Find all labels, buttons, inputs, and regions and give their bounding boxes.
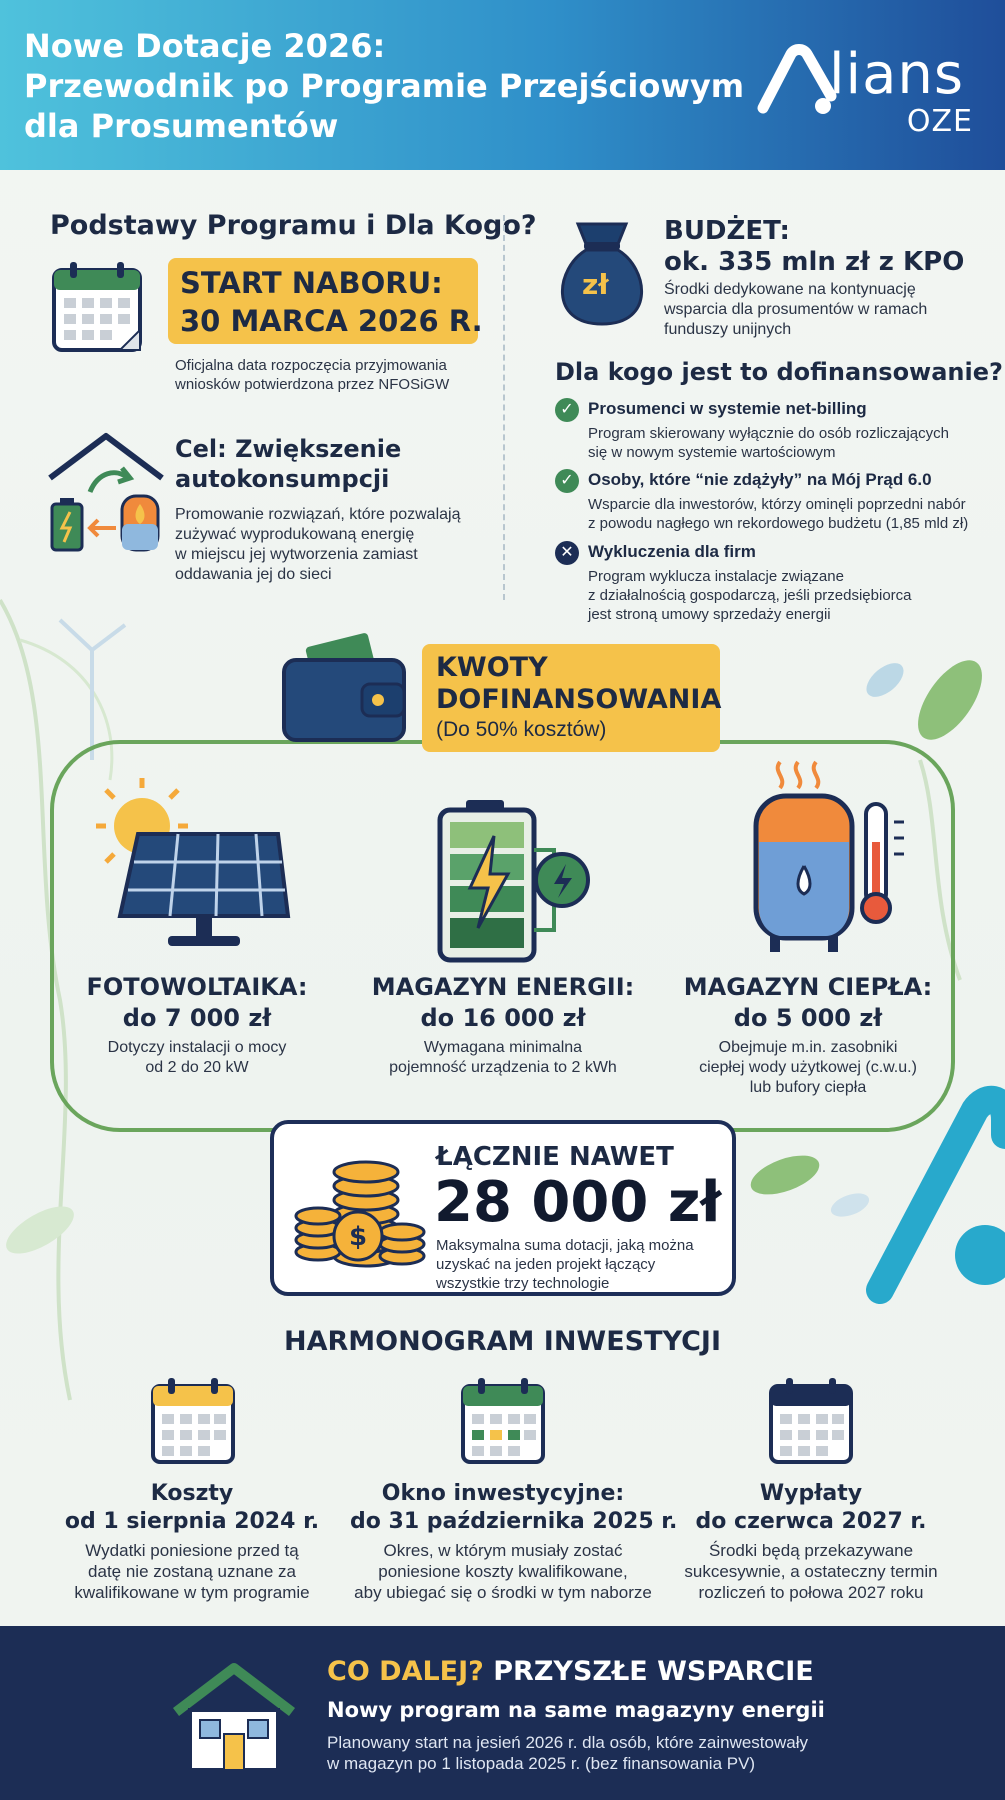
logo-sub: OZE xyxy=(906,104,973,139)
goal-desc-line-2: zużywać wyprodukowaną energię xyxy=(175,526,415,543)
goal-title xyxy=(175,434,401,494)
pv-desc xyxy=(62,1038,332,1078)
budget-desc-line-1: Środki dedykowane na kontynuację xyxy=(664,281,916,298)
battery-amount: do 16 000 zł xyxy=(420,1004,586,1032)
heat-title-line-1: MAGAZYN CIEPŁA: xyxy=(683,973,933,1001)
budget-desc-line-2: wsparcia dla prosumentów w ramach xyxy=(664,301,928,318)
amounts-title-line-2: DOFINANSOWANIA xyxy=(436,684,722,715)
battery-icon xyxy=(436,800,606,970)
start-label: START NABORU: xyxy=(180,266,443,300)
schedule-1-desc xyxy=(52,1540,332,1603)
who-item-1-title: Prosumenci w systemie net-billing xyxy=(588,399,867,418)
goal-desc-line-1: Promowanie rozwiązań, które pozwalają xyxy=(175,506,461,523)
schedule-3-title-line-1: Wypłaty xyxy=(759,1481,863,1506)
budget-title xyxy=(664,216,964,278)
calendar-icon xyxy=(768,1378,854,1464)
pv-desc-line-2: od 2 do 20 kW xyxy=(145,1059,249,1076)
total-value: 28 000 zł xyxy=(434,1170,722,1235)
schedule-2-desc-line-2: poniesione koszty kwalifikowane, xyxy=(378,1562,628,1581)
logo-word: lians xyxy=(829,42,965,107)
title-line-2: Przewodnik po Programie Przejściowym xyxy=(24,67,745,105)
footer-title xyxy=(327,1656,814,1687)
schedule-title: HARMONOGRAM INWESTYCJI xyxy=(284,1326,721,1357)
schedule-2-title-line-1: Okno inwestycyjne: xyxy=(381,1481,625,1506)
budget-title-line-1: BUDŻET: xyxy=(664,216,790,246)
page-title xyxy=(24,26,744,146)
heat-amount: do 5 000 zł xyxy=(733,1004,883,1032)
schedule-2-date: do 31 października 2025 r. xyxy=(350,1509,678,1534)
schedule-1-desc-line-2: datę nie zostaną uznane za xyxy=(88,1562,296,1581)
total-label: ŁĄCZNIE NAWET xyxy=(436,1142,674,1172)
calendar-icon xyxy=(460,1378,546,1464)
who-item-2-desc xyxy=(588,495,968,533)
schedule-3-desc-line-3: rozliczeń to połowa 2027 roku xyxy=(698,1583,924,1602)
battery-title-line-1: MAGAZYN ENERGII: xyxy=(371,973,635,1001)
footer-desc-line-2: w magazyn po 1 listopada 2025 r. (bez finansowania PV) xyxy=(327,1754,756,1773)
start-desc xyxy=(175,356,449,394)
svg-text:$: $ xyxy=(348,1222,368,1252)
title-line-3: dla Prosumentów xyxy=(24,107,339,145)
who-item-3-desc-line-2: z działalnością gospodarczą, jeśli przedsiębiorca xyxy=(588,587,912,604)
coins-icon xyxy=(296,1146,426,1276)
who-item-1-desc-line-1: Program skierowany wyłącznie do osób rozliczających xyxy=(588,425,949,442)
schedule-3-title xyxy=(676,1480,946,1536)
start-date: 30 MARCA 2026 R. xyxy=(180,304,483,338)
heat-desc-line-1: Obejmuje m.in. zasobniki xyxy=(718,1039,898,1056)
schedule-2-desc xyxy=(350,1540,656,1603)
schedule-1-title xyxy=(52,1480,332,1536)
goal-desc-line-3: w miejscu jej wytworzenia zamiast xyxy=(175,546,418,563)
who-item-3-desc-line-3: jest stroną umowy sprzedaży energii xyxy=(588,606,831,623)
goal-title-line-1: Cel: Zwiększenie xyxy=(175,435,402,463)
schedule-2-desc-line-1: Okres, w którym musiały zostać xyxy=(383,1541,623,1560)
who-item-2-title: Osoby, które “nie zdążyły” na Mój Prąd 6.0 xyxy=(588,470,932,489)
goal-title-line-2: autokonsumpcji xyxy=(175,465,390,493)
footer-title-accent: CO DALEJ? xyxy=(327,1656,484,1687)
schedule-3-desc xyxy=(676,1540,946,1603)
battery-title xyxy=(366,972,640,1034)
schedule-3-desc-line-1: Środki będą przekazywane xyxy=(708,1541,914,1560)
who-item-3-desc-line-1: Program wyklucza instalacje związane xyxy=(588,568,844,585)
calendar-icon xyxy=(150,1378,236,1464)
schedule-2-desc-line-3: aby ubiegać się o środki w tym naborze xyxy=(354,1583,652,1602)
amounts-title-line-1: KWOTY xyxy=(436,652,548,683)
schedule-1-title-line-1: Koszty xyxy=(150,1481,234,1506)
schedule-1-date: od 1 sierpnia 2024 r. xyxy=(64,1509,320,1534)
start-desc-line-2: wniosków potwierdzona przez NFOSiGW xyxy=(175,376,450,393)
wallet-icon xyxy=(278,636,408,746)
basics-title: Podstawy Programu i Dla Kogo? xyxy=(50,210,537,241)
who-item-1-desc-line-2: się w nowym systemie wartościowym xyxy=(588,444,836,461)
heat-storage-icon xyxy=(750,758,920,958)
house-icon xyxy=(172,1662,296,1774)
total-desc xyxy=(436,1236,694,1293)
battery-desc-line-2: pojemność urządzenia to 2 kWh xyxy=(389,1059,617,1076)
who-item-2-desc-line-1: Wsparcie dla inwestorów, którzy ominęli poprzedni nabór xyxy=(588,496,966,513)
money-bag-label: zł xyxy=(582,268,609,301)
pv-amount: do 7 000 zł xyxy=(122,1004,272,1032)
cross-icon: ✕ xyxy=(555,541,579,565)
who-item-3-desc xyxy=(588,567,912,624)
schedule-2-title xyxy=(350,1480,678,1536)
footer-desc-line-1: Planowany start na jesień 2026 r. dla osób, które zainwestowały xyxy=(327,1733,808,1752)
footer-desc xyxy=(327,1732,808,1774)
start-desc-line-1: Oficjalna data rozpoczęcia przyjmowania xyxy=(175,357,447,374)
logo xyxy=(757,38,977,138)
pv-title xyxy=(62,972,332,1034)
start-date-badge xyxy=(168,258,483,344)
header xyxy=(0,0,1005,170)
battery-desc-line-1: Wymagana minimalna xyxy=(423,1039,583,1056)
pv-desc-line-1: Dotyczy instalacji o mocy xyxy=(107,1039,287,1056)
schedule-3-desc-line-2: sukcesywnie, a ostateczny termin xyxy=(684,1562,938,1581)
budget-desc-line-3: funduszy unijnych xyxy=(664,321,792,338)
heat-desc xyxy=(672,1038,944,1098)
budget-title-line-2: ok. 335 mln zł z KPO xyxy=(664,247,965,277)
footer xyxy=(0,1626,1005,1800)
solar-panel-icon xyxy=(92,786,292,956)
amounts-badge xyxy=(422,644,720,752)
total-desc-line-3: wszystkie trzy technologie xyxy=(436,1275,610,1292)
title-line-1: Nowe Dotacje 2026: xyxy=(24,27,386,65)
who-item-1-desc xyxy=(588,424,949,462)
calendar-icon xyxy=(50,262,146,354)
goal-desc xyxy=(175,505,460,585)
battery-desc xyxy=(366,1038,640,1078)
who-title: Dla kogo jest to dofinansowanie? xyxy=(555,358,1003,386)
total-box xyxy=(270,1120,736,1296)
heat-desc-line-3: lub bufory ciepła xyxy=(749,1079,867,1096)
section-divider xyxy=(503,215,505,600)
check-icon: ✓ xyxy=(555,398,579,422)
logo-a-icon xyxy=(757,46,837,116)
footer-title-rest: PRZYSZŁE WSPARCIE xyxy=(483,1656,814,1687)
schedule-1-desc-line-3: kwalifikowane w tym programie xyxy=(74,1583,310,1602)
budget-desc xyxy=(664,280,927,340)
total-desc-line-1: Maksymalna suma dotacji, jaką można xyxy=(436,1237,694,1254)
pv-title-line-1: FOTOWOLTAIKA: xyxy=(86,973,308,1001)
heat-title xyxy=(672,972,944,1034)
footer-subtitle: Nowy program na same magazyny energii xyxy=(327,1698,825,1722)
goal-desc-line-4: oddawania jej do sieci xyxy=(175,566,332,583)
total-desc-line-2: uzyskać na jeden projekt łączący xyxy=(436,1256,656,1273)
who-item-3-title: Wykluczenia dla firm xyxy=(588,542,756,561)
amounts-subtitle: (Do 50% kosztów) xyxy=(436,718,607,741)
who-item-2-desc-line-2: z powodu nagłego wn rekordowego budżetu (1,85 mld zł) xyxy=(588,515,969,532)
schedule-1-desc-line-1: Wydatki poniesione przed tą xyxy=(85,1541,299,1560)
schedule-3-date: do czerwca 2027 r. xyxy=(695,1509,927,1534)
check-icon: ✓ xyxy=(555,469,579,493)
house-autoconsumption-icon xyxy=(46,432,166,562)
heat-desc-line-2: ciepłej wody użytkowej (c.w.u.) xyxy=(699,1059,917,1076)
